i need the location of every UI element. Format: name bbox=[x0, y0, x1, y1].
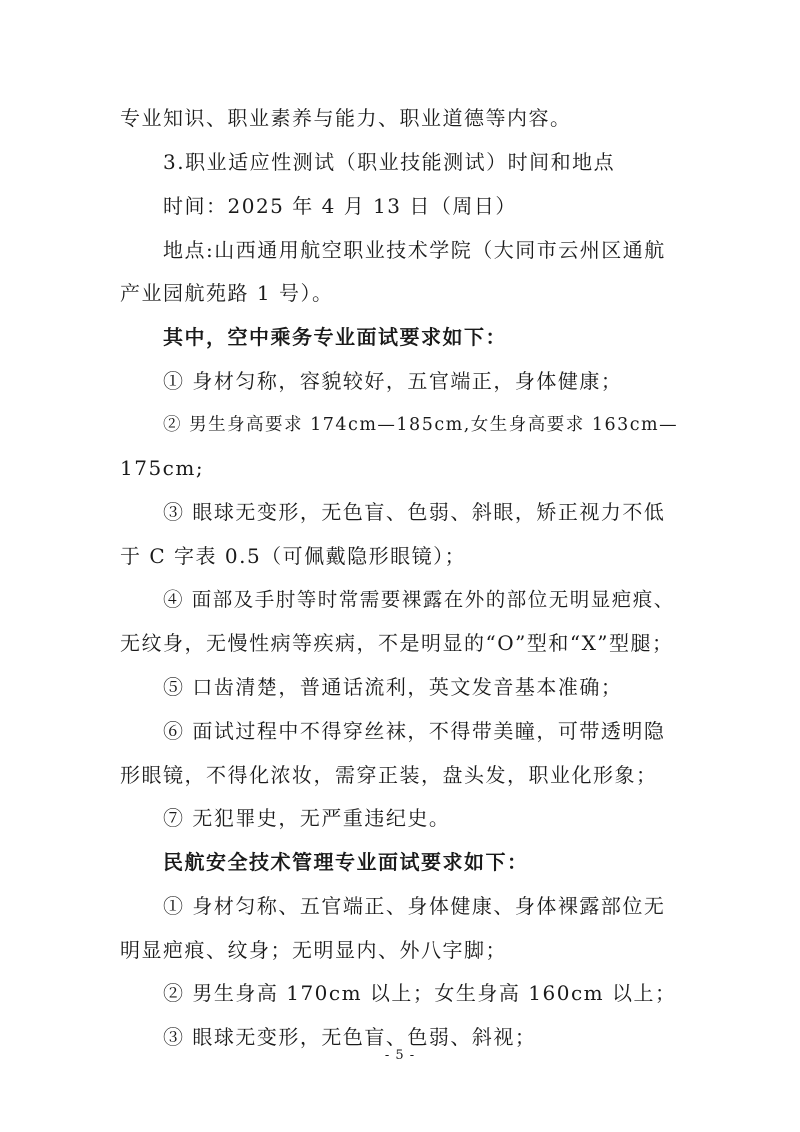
requirement-item: ① 身材匀称、五官端正、身体健康、身体裸露部位无 bbox=[163, 894, 666, 918]
requirement-item-cont: 明显疤痕、纹身；无明显内、外八字脚； bbox=[120, 938, 507, 962]
requirement-item: ② 男生身高要求 174cm—185cm,女生身高要求 163cm— bbox=[163, 415, 679, 435]
requirement-item: ⑦ 无犯罪史，无严重违纪史。 bbox=[163, 806, 451, 830]
requirement-item-cont: 无纹身，无慢性病等疾病，不是明显的“O”型和“X”型腿； bbox=[120, 631, 674, 655]
requirement-item: ① 身材匀称，容貌较好，五官端正，身体健康； bbox=[163, 369, 623, 393]
requirement-item: ③ 眼球无变形，无色盲、色弱、斜眼，矫正视力不低 bbox=[163, 500, 666, 524]
test-location: 地点:山西通用航空职业技术学院（大同市云州区通航 bbox=[163, 238, 666, 262]
test-time: 时间：2025 年 4 月 13 日（周日） bbox=[163, 194, 517, 218]
page-number: - 5 - bbox=[384, 1048, 416, 1063]
paragraph-line: 专业知识、职业素养与能力、职业道德等内容。 bbox=[120, 106, 572, 130]
requirement-item: ⑤ 口齿清楚，普通话流利，英文发音基本准确； bbox=[163, 675, 623, 699]
requirement-item-cont: 形眼镜，不得化浓妆，需穿正装，盘头发，职业化形象； bbox=[120, 763, 658, 787]
requirement-item: ④ 面部及手肘等时常需要裸露在外的部位无明显疤痕、 bbox=[163, 588, 675, 611]
test-location-cont: 产业园航苑路 1 号）。 bbox=[120, 281, 334, 305]
aviation-security-requirements-heading: 民航安全技术管理专业面试要求如下： bbox=[163, 850, 529, 874]
requirement-item-cont: 175cm; bbox=[120, 456, 205, 480]
flight-attendant-requirements-heading: 其中，空中乘务专业面试要求如下： bbox=[163, 325, 507, 349]
requirement-item-cont: 于 C 字表 0.5（可佩戴隐形眼镜）； bbox=[120, 544, 467, 568]
requirement-item: ③ 眼球无变形，无色盲、色弱、斜视； bbox=[163, 1025, 537, 1049]
requirement-item: ⑥ 面试过程中不得穿丝袜，不得带美瞳，可带透明隐 bbox=[163, 719, 666, 743]
requirement-item: ② 男生身高 170cm 以上；女生身高 160cm 以上； bbox=[163, 981, 677, 1005]
section-heading-test-time-place: 3.职业适应性测试（职业技能测试）时间和地点 bbox=[163, 150, 616, 174]
